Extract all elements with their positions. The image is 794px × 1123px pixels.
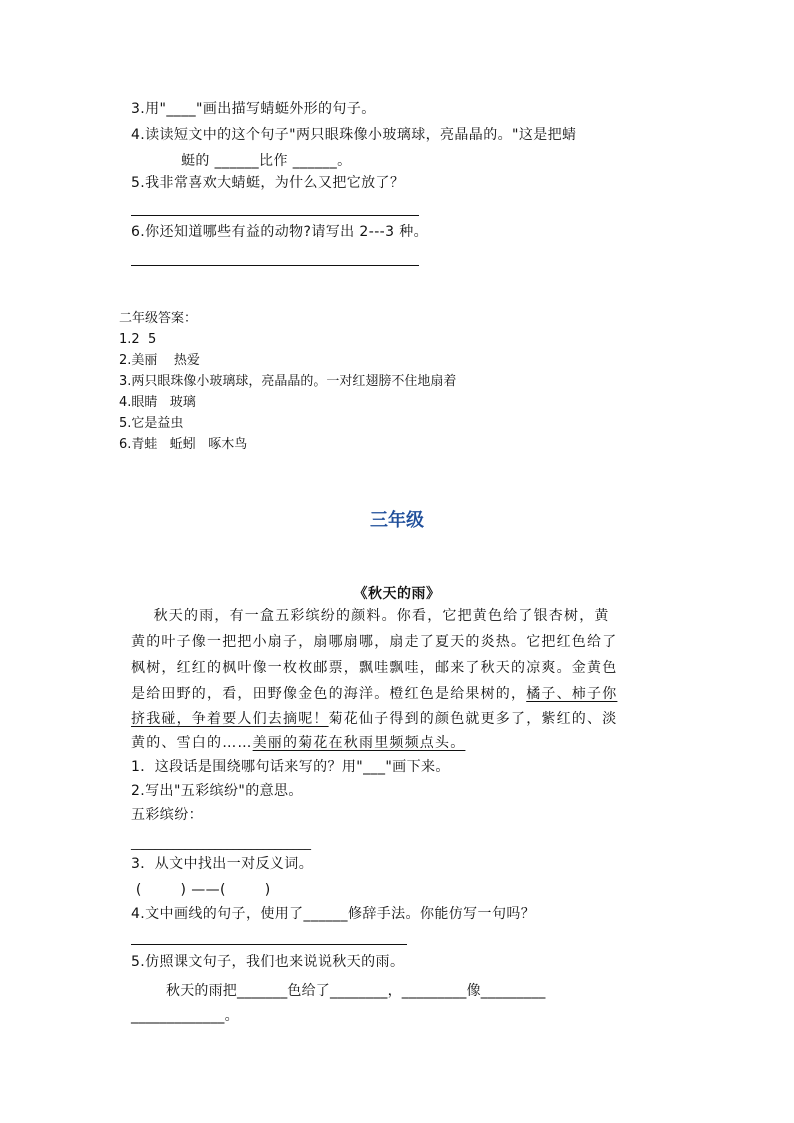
g2-question-4-line1: 4.读读短文中的这个句子"两只眼珠像小玻璃球，亮晶晶的。"这是把蜻 [131, 127, 577, 143]
passage-line-6-text: 黄的、雪白的…… [131, 735, 253, 751]
g2-question-3: 3.用"____"画出描写蜻蜓外形的句子。 [131, 101, 376, 117]
passage-title: 《秋天的雨》 [353, 586, 441, 602]
g3-question-3: 3．从文中找出一对反义词。 [131, 856, 314, 872]
g3-question-3-pair: ( ) ——( ) [131, 882, 271, 898]
passage-line-4-text: 是给田野的，看，田野像金色的海洋。橙红色是给果树的， [131, 686, 527, 702]
passage-line-6 [131, 733, 465, 753]
underlined-sentence-part-2: 挤我碰，争着要人们去摘呢！ [131, 711, 329, 727]
g3-answer-line-4 [131, 944, 407, 945]
underlined-sentence-part-1: 橘子、柿子你 [526, 686, 618, 702]
underlined-sentence-part-3: 美丽的菊花在秋雨里频频点头。 [252, 735, 466, 751]
g2-answer-line-5 [131, 215, 419, 216]
grade3-title: 三年级 [370, 510, 424, 531]
g3-question-4: 4.文中画线的句子，使用了______修辞手法。你能仿写一句吗？ [131, 906, 536, 922]
g2-answer-6: 6.青蛙 蚯蚓 啄木鸟 [119, 437, 248, 452]
passage-line-4 [131, 684, 617, 704]
g3-question-5-line2: _____________。 [131, 1008, 239, 1024]
g3-question-5: 5.仿照课文句子，我们也来说说秋天的雨。 [131, 954, 405, 970]
passage-line-1: 秋天的雨，有一盒五彩缤纷的颜料。你看，它把黄色给了银杏树，黄 [131, 608, 610, 624]
passage-line-5 [131, 709, 617, 729]
g2-answer-2: 2.美丽 热爱 [119, 353, 200, 368]
g2-answer-3: 3.两只眼珠像小玻璃球，亮晶晶的。一对红翅膀不住地扇着 [119, 374, 457, 389]
g2-answer-5: 5.它是益虫 [119, 416, 184, 431]
g2-answer-line-6 [131, 265, 419, 266]
g2-question-5: 5.我非常喜欢大蜻蜓，为什么又把它放了？ [131, 175, 405, 191]
g2-question-4-line2: 蜓的 ______比作 ______。 [181, 153, 352, 169]
g3-question-2-label: 五彩缤纷： [131, 807, 203, 823]
g2-answers-heading: 二年级答案： [119, 311, 198, 326]
g3-question-2-blank: ______________________________ [131, 836, 311, 850]
g2-answer-1: 1.2 5 [119, 332, 157, 347]
passage-line-5-text: 菊花仙子得到的颜色就更多了，紫红的、淡 [328, 711, 618, 727]
g2-answer-4: 4.眼睛 玻璃 [119, 395, 196, 410]
g2-question-6: 6.你还知道哪些有益的动物?请写出 2---3 种。 [131, 224, 429, 240]
g3-question-1: 1．这段话是围绕哪句话来写的？用"___"画下来。 [131, 759, 450, 775]
g3-question-5-line1: 秋天的雨把_______色给了________，_________像_________ [166, 983, 546, 999]
passage-line-3: 枫树，红红的枫叶像一枚枚邮票，飘哇飘哇，邮来了秋天的凉爽。金黄色 [131, 660, 618, 676]
passage-line-2: 黄的叶子像一把把小扇子，扇哪扇哪，扇走了夏天的炎热。它把红色给了 [131, 634, 618, 650]
g3-question-2: 2.写出"五彩缤纷"的意思。 [131, 783, 303, 799]
